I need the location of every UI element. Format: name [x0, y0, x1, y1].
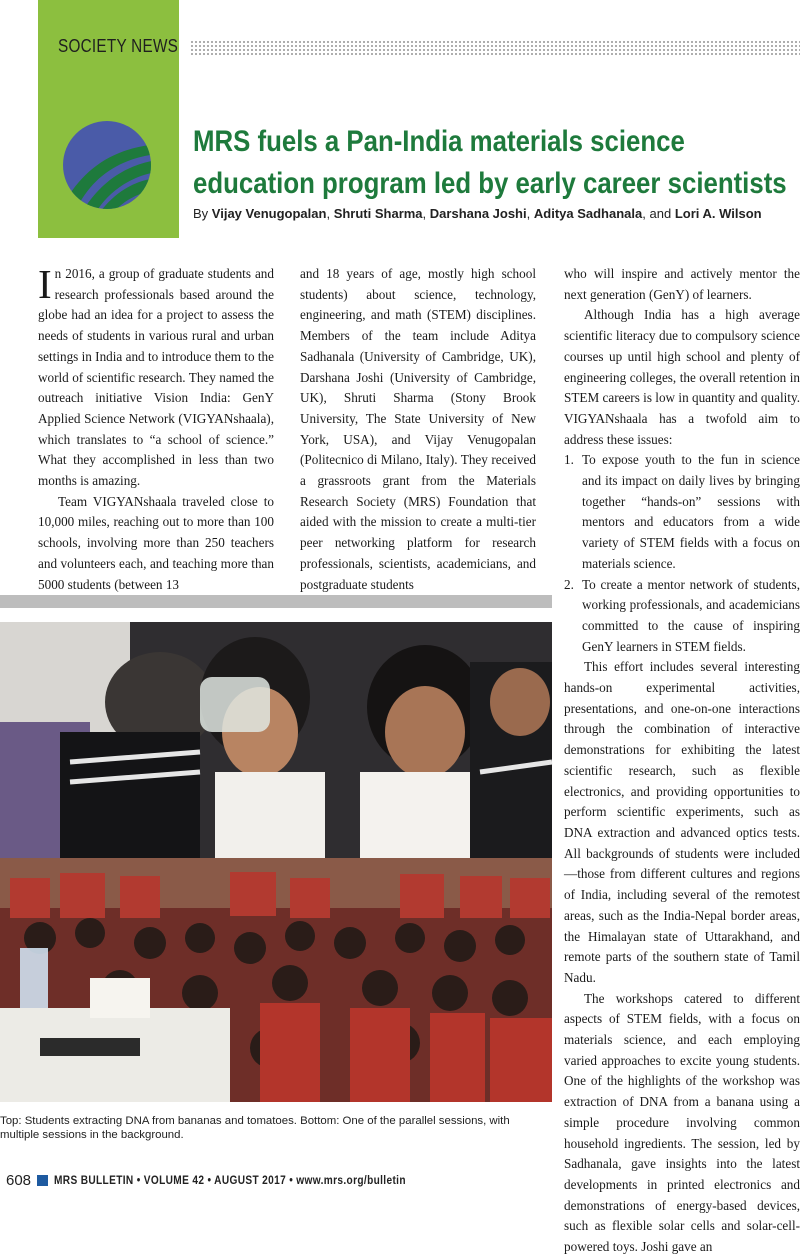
- photo-placeholder: [0, 622, 552, 858]
- list-number: 2.: [564, 576, 574, 592]
- drop-cap: I: [38, 261, 52, 307]
- author-name: Vijay Venugopalan: [211, 206, 327, 221]
- author-name: Aditya Sadhanala: [533, 206, 643, 221]
- paragraph: In 2016, a group of graduate students and research professionals based around the globe had an idea for a project to assess the needs of students in various rural and urban settings in India and to introduce them to the world of scientific research. They named the outreach initiative Vision India: GenY Applied Science Network (VIGYANshaala), which translates to “a school of science.” What they accomplished in less than two months is amazing.: [38, 261, 274, 489]
- photo-parallel-session: [0, 858, 552, 1102]
- figure-caption: Top: Students extracting DNA from bananas and tomatoes. Bottom: One of the parallel sessions, with multiple sessions in the background.: [0, 1115, 510, 1141]
- paragraph: who will inspire and actively mentor the next generation (GenY) of learners.: [564, 266, 800, 302]
- author-name: Lori A. Wilson: [674, 206, 762, 221]
- byline-prefix: By: [193, 206, 209, 221]
- dotted-rule: [190, 40, 800, 56]
- article-title: [193, 121, 787, 205]
- body-column-3: [564, 264, 800, 1258]
- paragraph: The workshops catered to different aspects of STEM fields, with a focus on materials science, and each employing varied approaches to excite young students. One of the highlights of the workshop was extraction of DNA from a banana using a simple procedure involving common household ingredients. The session, led by Sadhanala, gave insights into the latest developments in printed electronics and demonstrations of energy-based devices, such as flexible solar cells and solar-cell-powered toys. Joshi gave an: [564, 990, 800, 1255]
- list-number: 1.: [564, 452, 574, 468]
- paragraph: and 18 years of age, mostly high school students) about science, technology, engineering, and math (STEM) disciplines. Members of the team include Aditya Sadhanala (University of Cambridge, UK), Darshana Joshi (University of Cambridge, UK), Shruti Sharma (Stony Brook University, The State University of New York, USA), and Vijay Venugopalan (Politecnico di Milano, Italy). They received a grassroots grant from the Materials Research Society (MRS) Foundation that aided with the mission to create a multi-tier peer networking platform for research professionals, scientists, academicians, and postgraduate students: [300, 266, 536, 592]
- body-column-1: [38, 261, 274, 595]
- photo-placeholder: [0, 858, 552, 1102]
- byline: By Vijay Venugopalan, Shruti Sharma, Darshana Joshi, Aditya Sadhanala, and Lori A. Wilson: [193, 206, 762, 221]
- body-column-2: [300, 264, 536, 595]
- page-footer: [6, 1172, 454, 1189]
- title-line-1: MRS fuels a Pan-India materials science: [193, 125, 685, 158]
- paragraph: This effort includes several interesting hands-on experimental activities, presentations, and one-on-one interactions through the combination of interactive demonstrations for exhibiting the latest scientific research, such as flexible electronics, and providing opportunities to perform scientific experiments, such as DNA extraction and advanced optics tests. All backgrounds of students were included—those from different cultures and regions of India, including several of the remotest areas, such as the India-Nepal border areas, the Himalayan state of Uttarakhand, and remote parts of the southern state of Tamil Nadu.: [564, 659, 800, 985]
- paragraph: Team VIGYANshaala traveled close to 10,000 miles, reaching out to more than 100 schools, involving more than 250 teachers and volunteers each, and teaching more than 5000 students (between 13: [38, 493, 274, 592]
- mrs-logo-icon: [62, 120, 152, 210]
- gray-rule: [0, 595, 552, 608]
- square-icon: [37, 1175, 48, 1186]
- list-item: 2. To create a mentor network of students, working professionals, and academicians committed to the cause of inspiring GenY learners in STEM fields.: [564, 576, 800, 654]
- title-line-2: education program led by early career scientists: [193, 167, 787, 200]
- list-item: 1. To expose youth to the fun in science and its impact on daily lives by bringing together “hands-on” sessions with mentors and educators from a wide variety of STEM fields with a focus on materials science.: [564, 452, 800, 571]
- author-name: Darshana Joshi: [429, 206, 527, 221]
- page-number: 608: [6, 1172, 32, 1189]
- journal-info: MRS BULLETIN • VOLUME 42 • AUGUST 2017 • www.mrs.org/bulletin: [54, 1174, 406, 1187]
- author-name: Shruti Sharma: [333, 206, 423, 221]
- section-label: SOCIETY NEWS: [58, 36, 179, 56]
- paragraph: Although India has a high average scientific literacy due to compulsory science courses up until high school and plenty of engineering colleges, the overall retention in STEM careers is low in quantity and quality. VIGYANshaala has a twofold aim to address these issues:: [564, 307, 800, 447]
- photo-dna-extraction: [0, 622, 552, 858]
